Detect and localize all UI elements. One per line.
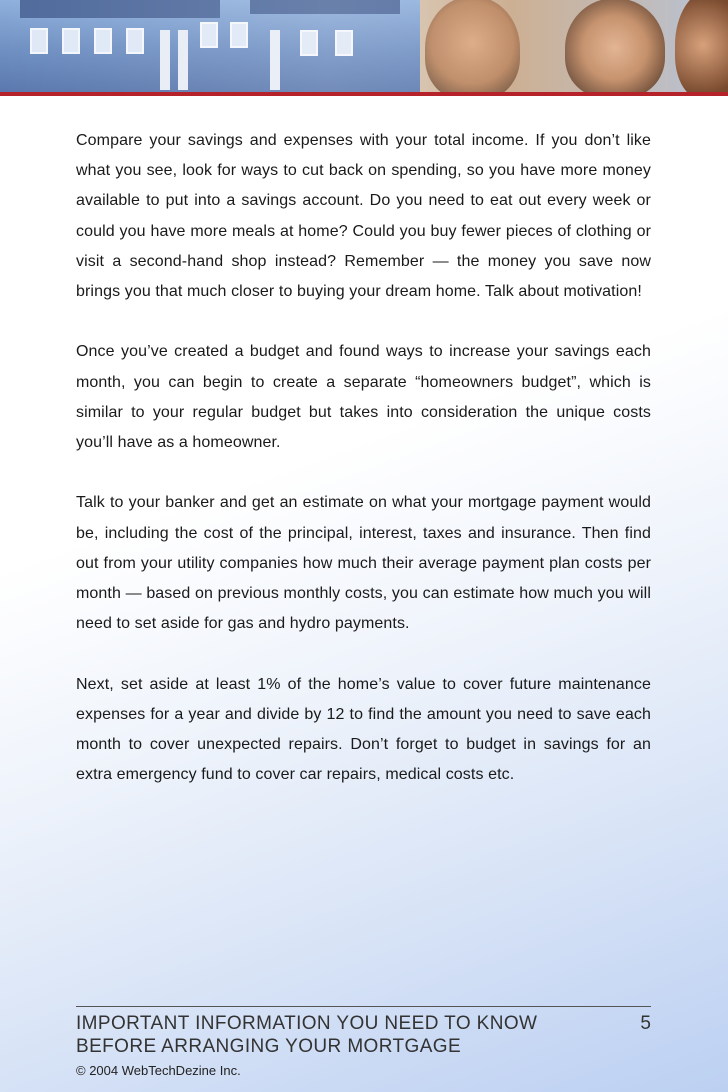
paragraph-3: Talk to your banker and get an estimate on what your mortgage payment would be, including the cost of the principal, interest, taxes and insurance. Then find out from your utility companies how much their average payment plan costs per month — based on previous monthly costs, you can estimate how much you will need to set aside for gas and hydro payments. xyxy=(76,494,651,633)
paragraph-1: Compare your savings and expenses with your total income. If you don’t like what you see, look for ways to cut back on spending, so you have more money available to put into a savings account. Do you need to eat out every week or could you have more meals at home? Could you buy fewer pieces of clothing or visit a second-hand shop instead? Remember — the money you save now brings you that much closer to buying your dream home. Talk about motivation! xyxy=(76,132,651,301)
paragraph-2: Once you’ve created a budget and found ways to increase your savings each month, you can begin to create a separate “homeowners budget”, which is similar to your regular budget but takes into consideration the unique costs you’ll have as a homeowner. xyxy=(76,343,651,452)
page-number: 5 xyxy=(640,1013,651,1034)
header-divider xyxy=(0,92,728,96)
header-banner-image xyxy=(0,0,728,92)
paragraph-4: Next, set aside at least 1% of the home’s value to cover future maintenance expenses for a year and divide by 12 to find the amount you need to save each month to cover unexpected repairs. Don’t forget to budget in savings for an extra emergency fund to cover car repairs, medical costs etc. xyxy=(76,675,651,784)
footer-divider xyxy=(76,1006,651,1007)
copyright-notice: © 2004 WebTechDezine Inc. xyxy=(76,1063,241,1078)
footer-title: IMPORTANT INFORMATION YOU NEED TO KNOW BEFORE ARRANGING YOUR MORTGAGE xyxy=(76,1013,538,1057)
body-text xyxy=(76,126,651,821)
